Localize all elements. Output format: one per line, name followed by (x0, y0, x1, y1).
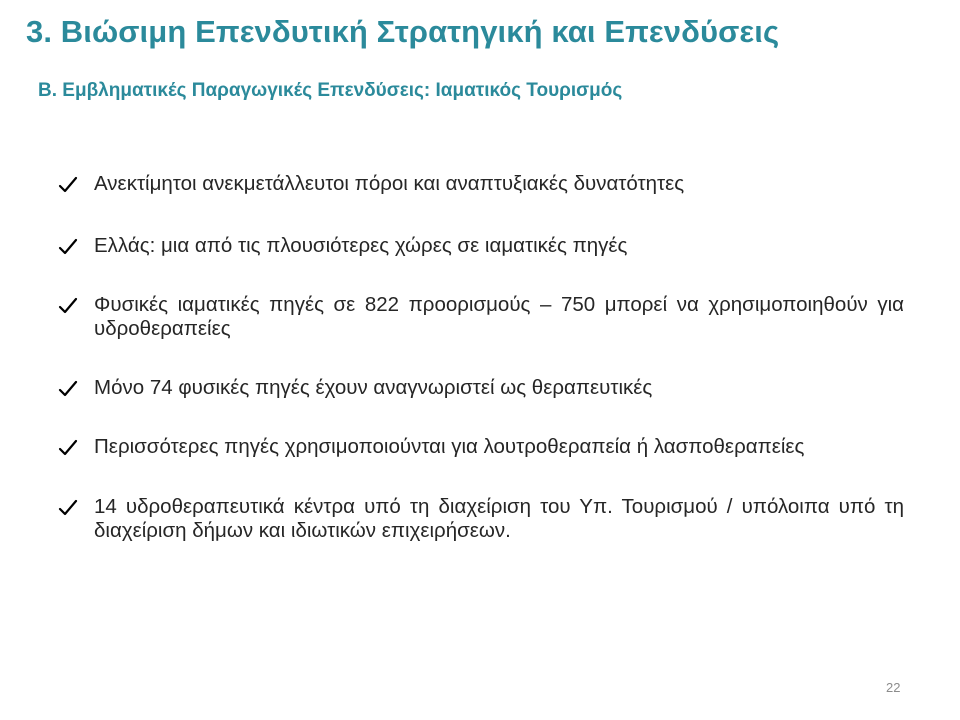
bullet-item (58, 495, 904, 543)
slide-number: 22 (886, 680, 901, 695)
checkmark-icon (58, 296, 78, 316)
checkmark-icon (58, 498, 78, 518)
bullet-item (58, 293, 904, 341)
checkmark-icon (58, 237, 78, 257)
bullet-item (58, 234, 904, 258)
bullet-text: Ανεκτίμητοι ανεκμετάλλευτοι πόροι και αναπτυξιακές δυνατότητες (94, 172, 685, 195)
slide-subtitle: B. Εμβληματικές Παραγωγικές Επενδύσεις: Ιαματικός Τουρισμός (38, 80, 623, 101)
bullet-text: Μόνο 74 φυσικές πηγές έχουν αναγνωριστεί ως θεραπευτικές (94, 376, 653, 399)
bullet-text: Ελλάς: μια από τις πλουσιότερες χώρες σε ιαματικές πηγές (94, 234, 628, 257)
bullet-text: Περισσότερες πηγές χρησιμοποιούνται για λουτροθεραπεία ή λασποθεραπείες (94, 435, 805, 458)
checkmark-icon (58, 175, 78, 195)
checkmark-icon (58, 438, 78, 458)
bullet-list (58, 172, 904, 543)
checkmark-icon (58, 379, 78, 399)
bullet-item (58, 376, 904, 400)
bullet-text: 14 υδροθεραπευτικά κέντρα υπό τη διαχείριση του Υπ. Τουρισμού / υπόλοιπα υπό τη διαχείριση δήμων και ιδιωτικών επιχειρήσεων. (94, 495, 904, 542)
bullet-text: Φυσικές ιαματικές πηγές σε 822 προορισμούς – 750 μπορεί να χρησιμοποιηθούν για υδροθεραπείες (94, 293, 904, 340)
bullet-item (58, 172, 904, 196)
bullet-item (58, 435, 904, 459)
slide-title: 3. Βιώσιμη Επενδυτική Στρατηγική και Επενδύσεις (26, 14, 780, 49)
